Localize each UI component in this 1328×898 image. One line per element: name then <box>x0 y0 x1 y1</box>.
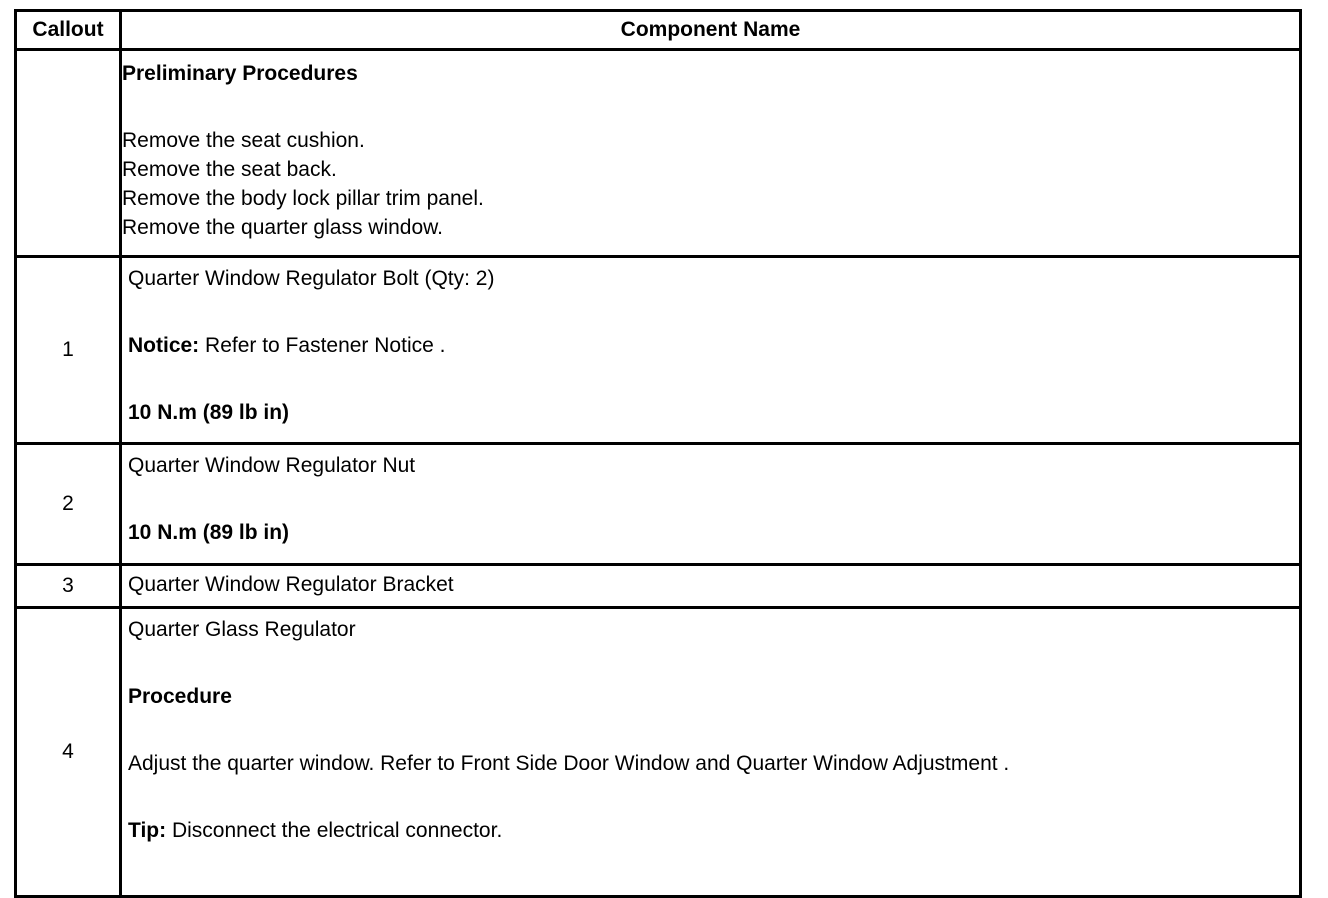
component-cell <box>121 608 1301 897</box>
torque-spec: 10 N.m (89 lb in) <box>128 521 290 544</box>
component-cell <box>121 565 1301 608</box>
preliminary-cell <box>121 50 1301 257</box>
spacer <box>128 711 1291 749</box>
procedure-text: Adjust the quarter window. Refer to Front Side Door Window and Quarter Window Adjustment . <box>128 752 1010 775</box>
callout-number: 4 <box>16 608 121 897</box>
header-row <box>16 11 1301 50</box>
preliminary-callout-cell <box>16 50 121 257</box>
spacer <box>122 88 1291 126</box>
component-cell <box>121 257 1301 444</box>
procedure-label: Procedure <box>128 685 232 708</box>
tip-line <box>128 816 1291 845</box>
component-name: Quarter Window Regulator Bracket <box>128 573 454 596</box>
components-table <box>14 9 1302 898</box>
preliminary-step: Remove the body lock pillar trim panel. <box>122 187 484 210</box>
spacer <box>128 480 1291 518</box>
component-name-header: Component Name <box>121 11 1301 50</box>
table-row <box>16 565 1301 608</box>
preliminary-step: Remove the quarter glass window. <box>122 216 443 239</box>
notice-text: Refer to Fastener Notice . <box>199 334 446 357</box>
table-row <box>16 257 1301 444</box>
table-row <box>16 444 1301 565</box>
component-name: Quarter Window Regulator Bolt (Qty: 2) <box>128 267 495 290</box>
component-cell <box>121 444 1301 565</box>
component-name: Quarter Window Regulator Nut <box>128 454 416 477</box>
tip-label: Tip: <box>128 819 167 842</box>
preliminary-row <box>16 50 1301 257</box>
component-name: Quarter Glass Regulator <box>128 618 356 641</box>
callout-number: 2 <box>16 444 121 565</box>
notice-label: Notice: <box>128 334 200 357</box>
tip-text: Disconnect the electrical connector. <box>166 819 503 842</box>
table-row <box>16 608 1301 897</box>
callout-number: 1 <box>16 257 121 444</box>
torque-spec: 10 N.m (89 lb in) <box>128 401 290 424</box>
spacer <box>128 293 1291 331</box>
preliminary-step: Remove the seat cushion. <box>122 129 365 152</box>
preliminary-title: Preliminary Procedures <box>122 62 358 85</box>
callout-header: Callout <box>16 11 121 50</box>
notice-line <box>128 331 1291 360</box>
spacer <box>128 360 1291 398</box>
preliminary-step: Remove the seat back. <box>122 158 337 181</box>
callout-number: 3 <box>16 565 121 608</box>
spacer <box>128 778 1291 816</box>
spacer <box>128 644 1291 682</box>
